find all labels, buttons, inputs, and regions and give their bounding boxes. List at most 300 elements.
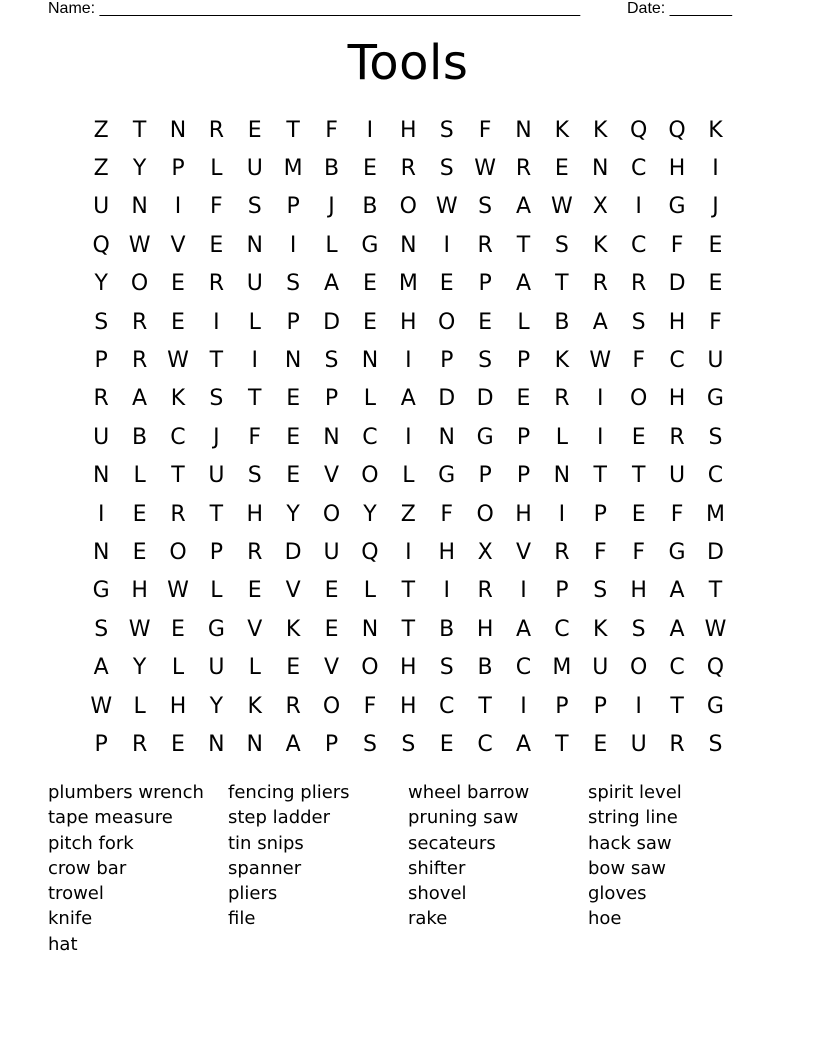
- grid-letter: F: [325, 117, 338, 143]
- word-list-item: string line: [588, 807, 678, 829]
- grid-letter: R: [131, 309, 148, 335]
- grid-letter: G: [668, 194, 686, 220]
- grid-letter: L: [402, 463, 415, 489]
- grid-letter: P: [440, 348, 454, 374]
- grid-letter: F: [440, 501, 454, 527]
- grid-letter: S: [708, 731, 723, 757]
- grid-letter: L: [210, 156, 223, 182]
- grid-letter: W: [435, 194, 458, 220]
- grid-letter: C: [707, 463, 724, 489]
- grid-letter: W: [128, 616, 151, 642]
- grid-letter: H: [131, 578, 148, 604]
- grid-letter: L: [325, 232, 338, 258]
- grid-letter: A: [93, 655, 109, 681]
- grid-letter: V: [170, 232, 186, 258]
- grid-letter: I: [712, 156, 719, 182]
- grid-letter: I: [443, 578, 450, 604]
- grid-letter: K: [554, 348, 570, 374]
- grid-letter: T: [593, 463, 607, 489]
- word-list-item: pitch fork: [48, 832, 134, 854]
- grid-letter: F: [478, 117, 492, 143]
- grid-letter: Y: [209, 693, 224, 719]
- grid-letter: E: [516, 386, 531, 412]
- grid-letter: F: [632, 348, 645, 374]
- grid-letter: R: [208, 271, 225, 297]
- grid-letter: T: [670, 693, 684, 719]
- grid-letter: S: [439, 655, 454, 681]
- grid-letter: Q: [630, 117, 648, 143]
- grid-letter: Y: [132, 156, 147, 182]
- grid-letter: R: [208, 117, 225, 143]
- grid-letter: L: [517, 309, 530, 335]
- grid-letter: M: [552, 655, 572, 681]
- grid-letter: B: [132, 424, 148, 450]
- grid-letter: U: [208, 655, 225, 681]
- grid-letter: P: [286, 309, 300, 335]
- grid-letter: S: [631, 616, 646, 642]
- word-list: [48, 780, 768, 957]
- grid-letter: Y: [94, 271, 108, 297]
- grid-letter: Q: [361, 539, 379, 565]
- grid-letter: I: [289, 232, 297, 258]
- grid-letter: I: [520, 578, 527, 604]
- grid-letter: M: [283, 156, 303, 182]
- grid-letter: X: [477, 539, 493, 565]
- word-list-item: pliers: [228, 883, 278, 905]
- word-list-item: trowel: [48, 883, 104, 905]
- grid-letter: S: [247, 463, 262, 489]
- grid-letter: L: [210, 578, 223, 604]
- grid-letter: D: [323, 309, 341, 335]
- grid-letter: R: [247, 539, 263, 565]
- grid-letter: T: [555, 271, 569, 297]
- grid-letter: H: [668, 156, 686, 182]
- grid-letter: A: [515, 616, 532, 642]
- grid-letter: V: [247, 616, 263, 642]
- grid-letter: H: [400, 693, 417, 719]
- grid-letter: E: [286, 463, 301, 489]
- word-list-item: spirit level: [588, 782, 682, 803]
- grid-letter: H: [400, 117, 417, 143]
- grid-letter: N: [361, 348, 379, 374]
- grid-letter: S: [478, 348, 493, 374]
- grid-letter: H: [668, 386, 686, 412]
- grid-letter: E: [362, 309, 377, 335]
- grid-letter: R: [631, 271, 647, 297]
- grid-letter: E: [631, 424, 646, 450]
- grid-letter: N: [92, 539, 110, 565]
- grid-letter: E: [478, 309, 493, 335]
- grid-letter: D: [668, 271, 686, 297]
- grid-letter: O: [169, 539, 187, 565]
- grid-letter: T: [555, 731, 569, 757]
- grid-letter: E: [554, 156, 569, 182]
- grid-letter: Z: [400, 501, 416, 527]
- grid-letter: I: [213, 309, 220, 335]
- word-list-item: crow bar: [48, 857, 127, 879]
- grid-letter: G: [476, 424, 494, 450]
- grid-letter: I: [174, 194, 182, 220]
- grid-letter: H: [476, 616, 494, 642]
- grid-letter: P: [555, 693, 569, 719]
- grid-letter: P: [516, 348, 531, 374]
- grid-letter: R: [477, 232, 493, 258]
- grid-letter: G: [706, 386, 724, 412]
- grid-letter: R: [170, 501, 186, 527]
- grid-letter: U: [208, 463, 225, 489]
- grid-letter: H: [630, 578, 647, 604]
- grid-letter: P: [324, 731, 339, 757]
- grid-letter: N: [400, 232, 417, 258]
- word-list-item: file: [228, 908, 256, 930]
- grid-letter: A: [324, 271, 340, 297]
- grid-letter: C: [477, 731, 493, 757]
- grid-letter: T: [631, 463, 646, 489]
- grid-letter: A: [285, 731, 301, 757]
- grid-letter: S: [362, 731, 377, 757]
- grid-letter: C: [669, 348, 685, 374]
- grid-letter: L: [555, 424, 569, 450]
- word-list-item: plumbers wrench: [48, 782, 204, 803]
- grid-letter: S: [708, 424, 723, 450]
- grid-letter: B: [477, 655, 493, 681]
- grid-letter: C: [515, 655, 532, 681]
- grid-letter: T: [132, 117, 147, 143]
- grid-letter: W: [551, 194, 573, 220]
- grid-letter: K: [593, 616, 608, 642]
- grid-letter: U: [246, 156, 263, 182]
- word-list-item: tape measure: [48, 807, 173, 829]
- grid-letter: R: [477, 578, 493, 604]
- grid-letter: T: [401, 616, 416, 642]
- grid-letter: E: [286, 386, 301, 412]
- grid-letter: U: [630, 731, 647, 757]
- grid-letter: N: [515, 117, 532, 143]
- grid-letter: S: [94, 616, 109, 642]
- grid-letter: W: [704, 616, 727, 642]
- grid-letter: R: [285, 693, 301, 719]
- grid-letter: O: [476, 501, 494, 527]
- grid-letter: R: [515, 156, 532, 182]
- grid-letter: G: [207, 616, 225, 642]
- grid-letter: J: [328, 194, 335, 220]
- grid-letter: L: [248, 655, 261, 681]
- grid-letter: B: [323, 156, 340, 182]
- page-title: Tools: [347, 35, 469, 91]
- grid-letter: W: [90, 693, 113, 719]
- grid-letter: N: [169, 117, 187, 143]
- grid-letter: R: [131, 731, 148, 757]
- grid-letter: E: [286, 424, 301, 450]
- grid-letter: E: [132, 501, 147, 527]
- grid-letter: S: [439, 117, 454, 143]
- grid-letter: O: [399, 194, 417, 220]
- grid-letter: E: [132, 539, 147, 565]
- grid-letter: F: [593, 539, 607, 565]
- grid-letter: E: [247, 578, 262, 604]
- grid-letter: S: [593, 578, 608, 604]
- grid-letter: L: [171, 655, 185, 681]
- grid-letter: U: [93, 424, 110, 450]
- grid-letter: T: [248, 386, 262, 412]
- grid-letter: L: [133, 693, 146, 719]
- grid-letter: E: [708, 232, 723, 258]
- grid-letter: P: [516, 424, 531, 450]
- grid-letter: K: [170, 386, 186, 412]
- grid-letter: Y: [286, 501, 300, 527]
- grid-letter: T: [516, 232, 531, 258]
- grid-letter: O: [322, 501, 341, 527]
- grid-letter: U: [669, 463, 686, 489]
- grid-letter: E: [439, 731, 454, 757]
- grid-letter: O: [361, 463, 379, 489]
- grid-letter: V: [324, 655, 340, 681]
- grid-letter: E: [324, 616, 339, 642]
- grid-letter: S: [401, 731, 416, 757]
- grid-letter: N: [92, 463, 110, 489]
- grid-letter: R: [93, 386, 109, 412]
- grid-letter: N: [323, 424, 340, 450]
- grid-letter: V: [285, 578, 301, 604]
- grid-letter: E: [593, 731, 608, 757]
- grid-letter: I: [635, 693, 642, 719]
- grid-letter: I: [405, 348, 412, 374]
- word-list-item: gloves: [588, 883, 647, 905]
- grid-letter: I: [635, 194, 642, 220]
- grid-letter: I: [520, 693, 527, 719]
- grid-letter: E: [324, 578, 339, 604]
- grid-letter: T: [209, 348, 224, 374]
- grid-letter: A: [592, 309, 608, 335]
- grid-letter: F: [670, 501, 684, 527]
- grid-letter: N: [592, 156, 609, 182]
- grid-letter: E: [439, 271, 454, 297]
- grid-letter: Y: [363, 501, 377, 527]
- word-search-grid: [82, 111, 735, 764]
- grid-letter: W: [589, 348, 612, 374]
- grid-letter: K: [247, 693, 262, 719]
- grid-letter: E: [286, 655, 301, 681]
- grid-letter: T: [478, 693, 492, 719]
- grid-letter: L: [133, 463, 146, 489]
- grid-letter: N: [208, 731, 225, 757]
- grid-letter: E: [247, 117, 262, 143]
- grid-letter: M: [398, 271, 418, 297]
- word-list-item: hack saw: [588, 832, 672, 854]
- grid-letter: S: [478, 194, 493, 220]
- grid-letter: V: [515, 539, 532, 565]
- grid-letter: H: [400, 309, 417, 335]
- grid-letter: C: [630, 156, 647, 182]
- grid-letter: D: [476, 386, 494, 412]
- grid-letter: F: [210, 194, 223, 220]
- grid-letter: U: [323, 539, 340, 565]
- grid-letter: F: [709, 309, 722, 335]
- grid-letter: R: [669, 731, 685, 757]
- grid-letter: R: [131, 348, 148, 374]
- grid-letter: X: [592, 194, 608, 220]
- grid-letter: Q: [706, 655, 725, 681]
- grid-letter: E: [708, 271, 723, 297]
- grid-letter: N: [131, 194, 148, 220]
- grid-letter: R: [554, 386, 570, 412]
- grid-letter: G: [706, 693, 724, 719]
- grid-letter: E: [209, 232, 224, 258]
- grid-letter: O: [130, 271, 149, 297]
- word-list-item: rake: [408, 908, 448, 930]
- grid-letter: H: [515, 501, 532, 527]
- grid-letter: A: [515, 194, 532, 220]
- grid-letter: O: [630, 655, 648, 681]
- grid-letter: P: [593, 693, 607, 719]
- grid-letter: U: [592, 655, 609, 681]
- name-field-label: Name: ______________________________________________________: [48, 0, 581, 17]
- grid-letter: B: [554, 309, 570, 335]
- grid-letter: E: [171, 616, 185, 642]
- grid-letter: K: [708, 117, 723, 143]
- grid-letter: P: [209, 539, 223, 565]
- grid-letter: I: [597, 386, 604, 412]
- grid-letter: I: [366, 117, 374, 143]
- grid-letter: F: [248, 424, 262, 450]
- grid-letter: H: [400, 655, 417, 681]
- grid-letter: J: [712, 194, 719, 220]
- grid-letter: E: [362, 156, 377, 182]
- grid-letter: Y: [132, 655, 147, 681]
- word-list-item: fencing pliers: [228, 782, 350, 803]
- grid-letter: Q: [668, 117, 686, 143]
- grid-letter: S: [554, 232, 569, 258]
- grid-letter: S: [286, 271, 301, 297]
- grid-letter: P: [94, 348, 108, 374]
- grid-letter: C: [630, 232, 647, 258]
- grid-letter: L: [363, 578, 377, 604]
- grid-letter: U: [93, 194, 110, 220]
- grid-letter: H: [438, 539, 455, 565]
- word-list-item: hoe: [588, 908, 622, 930]
- grid-letter: E: [631, 501, 646, 527]
- grid-letter: J: [213, 424, 220, 450]
- grid-letter: G: [92, 578, 110, 604]
- grid-letter: A: [515, 271, 532, 297]
- grid-letter: O: [361, 655, 379, 681]
- grid-letter: M: [705, 501, 725, 527]
- grid-letter: K: [593, 117, 608, 143]
- grid-letter: L: [248, 309, 261, 335]
- grid-letter: R: [400, 156, 416, 182]
- grid-letter: P: [94, 731, 108, 757]
- grid-letter: T: [171, 463, 185, 489]
- grid-letter: W: [474, 156, 496, 182]
- word-list-item: wheel barrow: [408, 782, 530, 803]
- word-list-item: step ladder: [228, 807, 331, 829]
- grid-letter: P: [478, 271, 492, 297]
- word-list-item: pruning saw: [408, 807, 519, 829]
- grid-letter: I: [558, 501, 566, 527]
- grid-letter: P: [478, 463, 492, 489]
- grid-letter: R: [554, 539, 570, 565]
- grid-letter: A: [132, 386, 148, 412]
- grid-letter: S: [209, 386, 224, 412]
- grid-letter: F: [632, 539, 645, 565]
- grid-letter: G: [438, 463, 456, 489]
- grid-letter: Z: [93, 117, 109, 143]
- grid-letter: E: [171, 731, 185, 757]
- grid-letter: W: [167, 578, 189, 604]
- grid-letter: N: [246, 232, 263, 258]
- grid-letter: Z: [93, 156, 109, 182]
- grid-letter: E: [171, 271, 185, 297]
- grid-letter: T: [401, 578, 416, 604]
- grid-letter: K: [593, 232, 608, 258]
- grid-letter: A: [669, 616, 685, 642]
- grid-letter: S: [324, 348, 339, 374]
- grid-letter: S: [247, 194, 262, 220]
- word-list-item: hat: [48, 933, 78, 955]
- grid-letter: I: [443, 232, 450, 258]
- grid-letter: R: [592, 271, 608, 297]
- grid-letter: C: [554, 616, 570, 642]
- grid-letter: G: [668, 539, 686, 565]
- grid-letter: L: [363, 386, 377, 412]
- grid-letter: B: [439, 616, 455, 642]
- grid-letter: E: [171, 309, 185, 335]
- grid-letter: N: [438, 424, 455, 450]
- grid-letter: R: [669, 424, 685, 450]
- word-list-item: shovel: [408, 883, 467, 905]
- grid-letter: F: [363, 693, 377, 719]
- word-list-item: spanner: [228, 857, 302, 879]
- grid-letter: D: [438, 386, 456, 412]
- grid-letter: I: [251, 348, 258, 374]
- grid-letter: D: [706, 539, 724, 565]
- grid-letter: H: [169, 693, 187, 719]
- word-list-item: secateurs: [408, 832, 496, 854]
- grid-letter: I: [97, 501, 105, 527]
- grid-letter: E: [362, 271, 377, 297]
- grid-letter: C: [439, 693, 455, 719]
- grid-letter: V: [324, 463, 340, 489]
- grid-letter: B: [362, 194, 378, 220]
- grid-letter: W: [167, 348, 189, 374]
- grid-letter: C: [669, 655, 685, 681]
- grid-letter: S: [439, 156, 454, 182]
- grid-letter: T: [209, 501, 224, 527]
- date-field-label: Date: _______: [627, 0, 732, 17]
- grid-letter: N: [361, 616, 379, 642]
- grid-letter: C: [362, 424, 378, 450]
- grid-letter: H: [668, 309, 686, 335]
- grid-letter: P: [286, 194, 300, 220]
- grid-letter: H: [246, 501, 264, 527]
- grid-letter: K: [554, 117, 570, 143]
- grid-letter: G: [361, 232, 379, 258]
- grid-letter: O: [322, 693, 341, 719]
- grid-letter: N: [246, 731, 263, 757]
- grid-letter: N: [553, 463, 571, 489]
- grid-letter: P: [516, 463, 531, 489]
- grid-letter: P: [593, 501, 607, 527]
- grid-letter: O: [630, 386, 648, 412]
- grid-letter: I: [597, 424, 604, 450]
- grid-letter: O: [438, 309, 456, 335]
- grid-letter: K: [285, 616, 301, 642]
- word-list-item: bow saw: [588, 857, 667, 879]
- grid-letter: W: [128, 232, 151, 258]
- grid-letter: N: [284, 348, 302, 374]
- grid-letter: I: [405, 424, 412, 450]
- grid-letter: S: [94, 309, 109, 335]
